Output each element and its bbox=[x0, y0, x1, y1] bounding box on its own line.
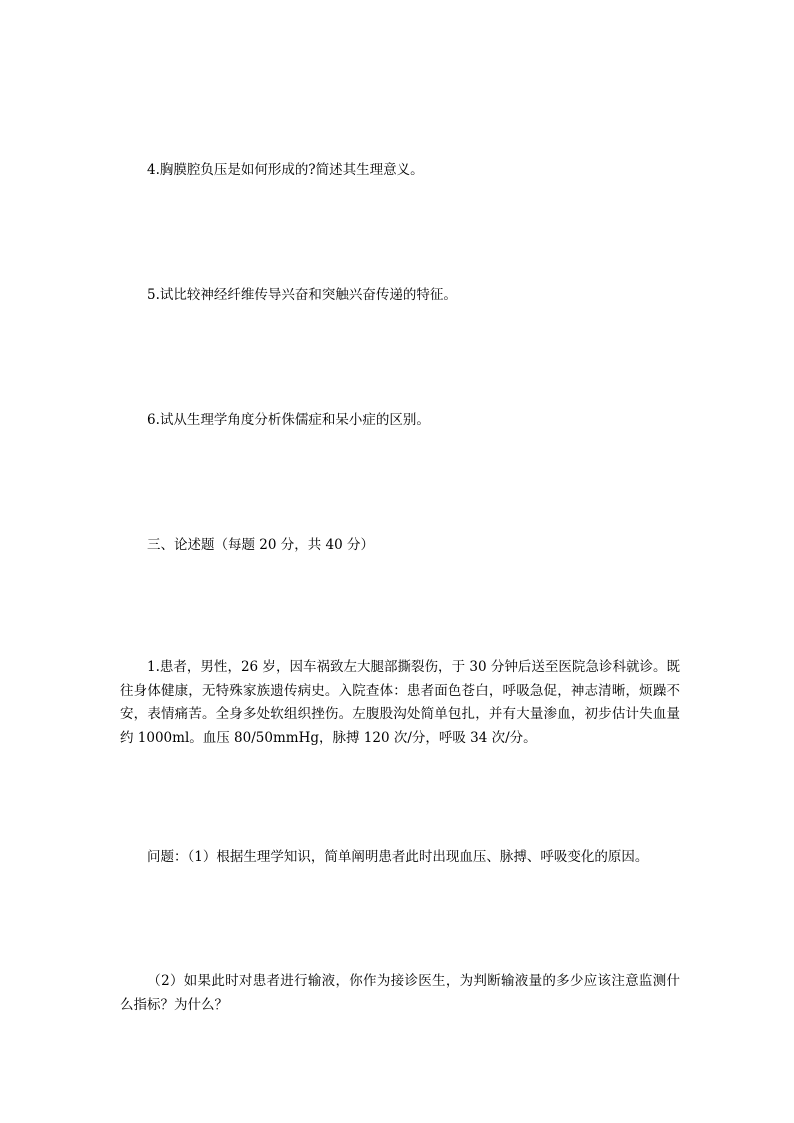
case-question-2 bbox=[120, 970, 680, 1017]
section-3-heading: 三、论述题（每题 20 分，共 40 分） bbox=[147, 537, 375, 553]
question-4: 4.胸膜腔负压是如何形成的?简述其生理意义。 bbox=[147, 162, 424, 178]
case-question-1-text: 问题：（1）根据生理学知识，简单阐明患者此时出现血压、脉搏、呼吸变化的原因。 bbox=[147, 849, 649, 865]
question-6: 6.试从生理学角度分析侏儒症和呆小症的区别。 bbox=[147, 412, 430, 428]
case-question-2-text: （2）如果此时对患者进行输液，你作为接诊医生，为判断输液量的多少应该注意监测什么指标？为什么？ bbox=[120, 973, 680, 1013]
question-5: 5.试比较神经纤维传导兴奋和突触兴奋传递的特征。 bbox=[147, 287, 457, 303]
case-study-1 bbox=[120, 656, 680, 750]
case-question-1 bbox=[120, 846, 680, 870]
case-study-1-text: 1.患者，男性，26 岁，因车祸致左大腿部撕裂伤，于 30 分钟后送至医院急诊科就诊。既往身体健康，无特殊家族遗传病史。入院查体：患者面色苍白，呼吸急促，神志清晰，烦躁不安，表情痛苦。全身多处软组织挫伤。左腹股沟处简单包扎，并有大量渗血，初步估计失血量约 1000ml。血压 80/50mmHg，脉搏 120 次/分，呼吸 34 次/分。 bbox=[120, 659, 680, 746]
